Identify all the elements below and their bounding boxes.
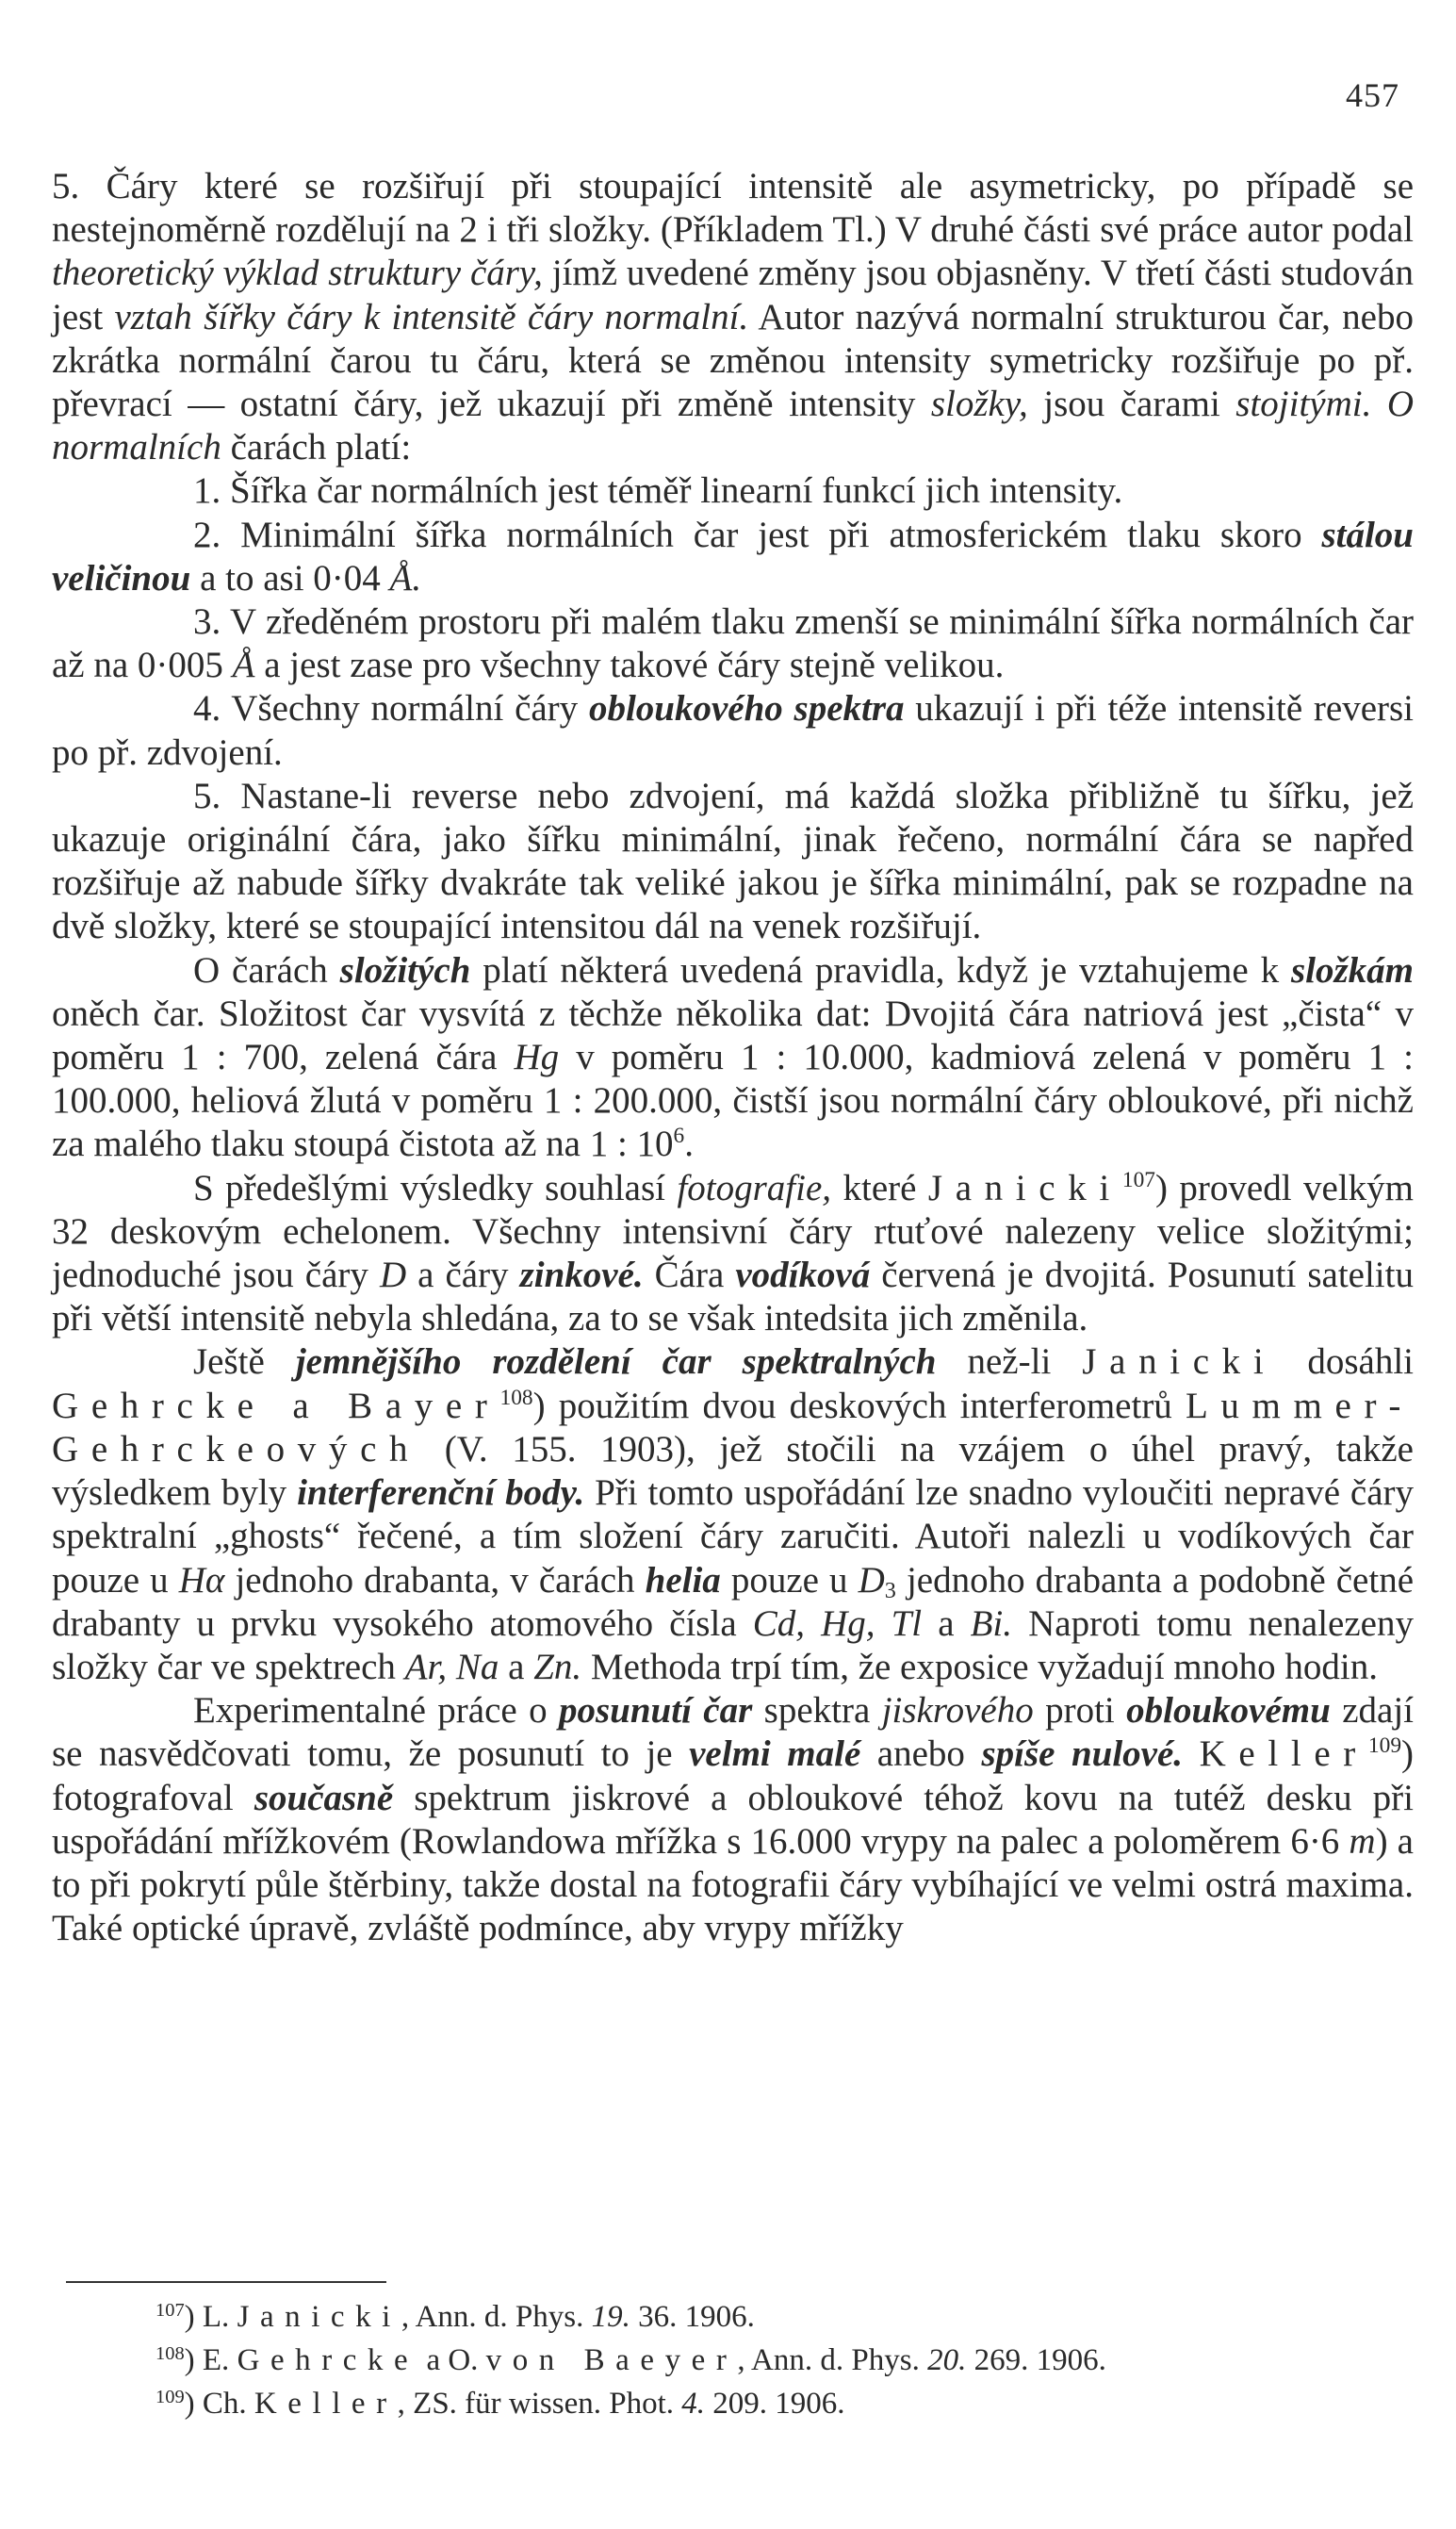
body-text <box>52 165 1414 1950</box>
paragraph-9: Ještě jemnějšího rozdělení čar spektralných než-li Janicki dosáhli Gehrcke a Bayer$^{108}$) použitím dvou deskových interferometrů Lummer-Gehrckeových (V. 155. 1903), jež stočili na vzájem o úhel pravý, takže výsledkem byly interferenční body. Při tomto uspořádání lze snadno vyloučiti nepravé čáry spektralní „ghosts“ řečené, a tím složení čáry zaručiti. Autoři nalezli u vodíkových čar pouze u Hα jednoho drabanta, v čarách helia pouze u $D_3$ jednoho drabanta a podobně četné drabanty u prvku vysokého atomového čísla Cd, Hg, Tl a Bi. Naproti tomu nenalezeny složky čar ve spektrech Ar, Na a Zn. Methoda trpí tím, že exposice vyžadují mnoho hodin. <box>52 1341 1415 1687</box>
paragraph-1: 5. Čáry které se rozšiřují při stoupající intensitě ale asymetricky, po případě se nestejnoměrně rozdělují na 2 i tři složky. (Příkladem Tl.) V druhé části své práce autor podal theoretický výklad struktury čáry, jímž uvedené změny jsou objasněny. V třetí části studován jest vztah šířky čáry k intensitě čáry normalní. Autor nazývá normalní strukturou čar, nebo zkrátka normální čarou tu čáru, která se změnou intensity symetricky rozšiřuje po př. převrací — ostatní čáry, jež ukazují při změně intensity složky, jsou čarami stojitými. O normalních čarách platí: <box>52 166 1414 468</box>
page-number: 457 <box>1346 76 1399 114</box>
footnote-divider <box>66 2281 386 2283</box>
paragraph-6: 5. Nastane-li reverse nebo zdvojení, má každá složka přibližně tu šířku, jež ukazuje originální čára, jako šířku minimální, jinak řečeno, normální čára se napřed rozšiřuje až nabude šířky dvakráte tak veliké jakou je šířka minimální, pak se rozpadne na dvě složky, které se stoupající intensitou dál na venek rozšiřují. <box>52 775 1414 947</box>
paragraph-8: S předešlými výsledky souhlasí fotografie, které Janicki$^{107}$) provedl velkým 32 deskovým echelonem. Všechny intensivní čáry rtuťové nalezeny velice složitými; jednoduché jsou čáry D a čáry zinkové. Čára vodíková červená je dvojitá. Posunutí satelitu při větší intensitě nebyla shledána, za to se však intedsita jich změnila. <box>52 1167 1414 1339</box>
footnote-109: $^{109}$) Ch. Keller, ZS. für wissen. Phot. 4. 209. 1906. <box>155 2386 845 2421</box>
paragraph-2: 1. Šířka čar normálních jest téměř linearní funkcí jich intensity. <box>193 470 1123 512</box>
paragraph-7: O čarách složitých platí některá uvedená pravidla, když je vztahujeme k složkám oněch čar. Složitost čar vysvítá z těchže několika dat: Dvojitá čára natriová jest „čista“ v poměru 1 : 700, zelená čára Hg v poměru 1 : 10.000, kadmiová zelená v poměru 1 : 100.000, heliová žlutá v poměru 1 : 200.000, čistší jsou normální čáry obloukové, při nichž za malého tlaku stoupá čistota až na 1 : $10^6$. <box>52 949 1414 1165</box>
footnotes <box>155 2295 1409 2425</box>
footnote-107: $^{107}$) L. Janicki, Ann. d. Phys. 19. 36. 1906. <box>155 2299 755 2334</box>
paragraph-4: 3. V zředěném prostoru při malém tlaku zmenší se minimální šířka normálních čar až na 0·005 Å a jest zase pro všechny takové čáry stejně velikou. <box>52 601 1414 686</box>
paragraph-3: 2. Minimální šířka normálních čar jest při atmosferickém tlaku skoro stálou veličinou a to asi 0·04 Å. <box>52 514 1414 599</box>
footnote-108: $^{108}$) E. Gehrcke a O. von Baeyer, Ann. d. Phys. 20. 269. 1906. <box>155 2342 1106 2377</box>
paragraph-10: Experimentalné práce o posunutí čar spektra jiskrového proti obloukovému zdají se nasvědčovati tomu, že posunutí to je velmi malé anebo spíše nulové. Keller$^{109}$) fotografoval současně spektrum jiskrové a obloukové téhož kovu na tutéž desku při uspořádání mřížkovém (Rowlandowa mřížka s 16.000 vrypy na palec a poloměrem 6·6 m) a to při pokrytí půle štěrbiny, takže dostal na fotografii čáry vybíhající ve velmi ostrá maxima. Také optické úpravě, zvláště podmínce, aby vrypy mřížky <box>52 1690 1415 1949</box>
paragraph-5: 4. Všechny normální čáry obloukového spektra ukazují i při téže intensitě reversi po př. zdvojení. <box>52 688 1415 773</box>
